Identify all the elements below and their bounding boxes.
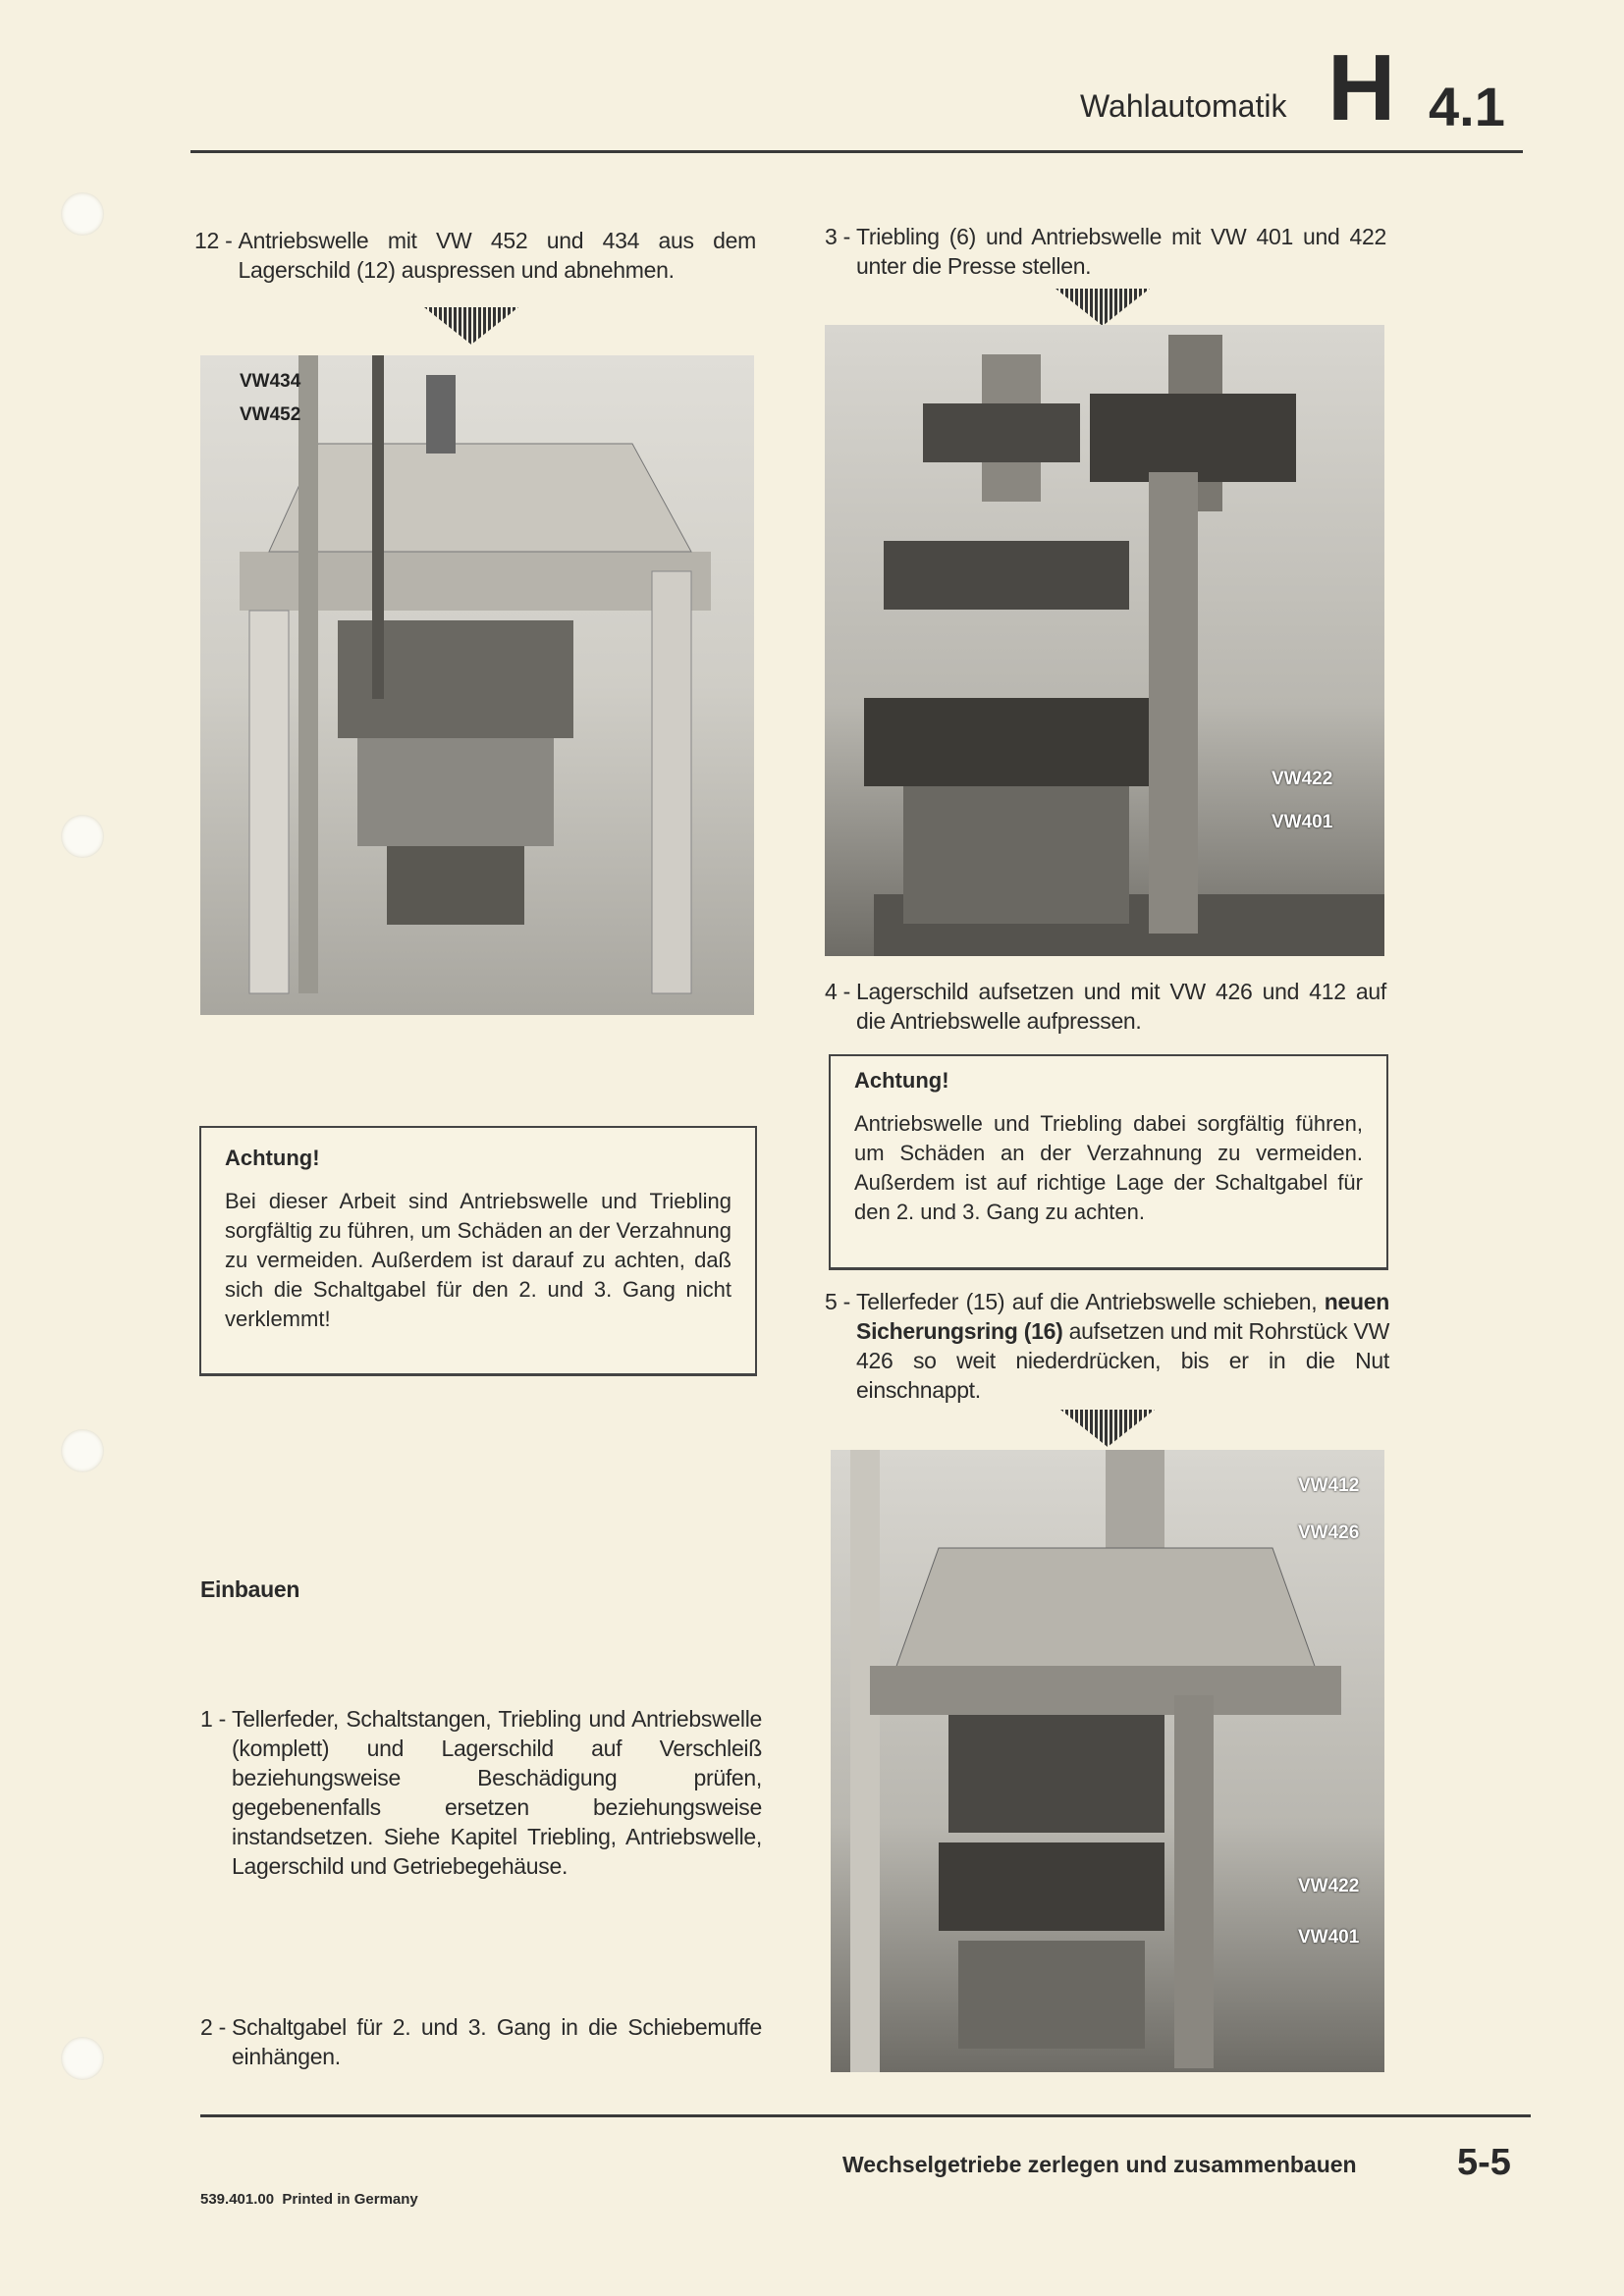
warning-text: Bei dieser Arbeit sind Antriebswelle und Triebling sorgfältig zu führen, um Schäden an der Verzahnung zu vermeiden. Außerdem ist darauf zu achten, daß sich die Schaltgabel für den 2. und 3. Gang nicht verklemmt! xyxy=(225,1189,731,1331)
header-rule xyxy=(190,150,1523,153)
step-4: 4 - Lagerschild aufsetzen und mit VW 426 und 412 auf die Antriebswelle aufpressen. xyxy=(825,979,1386,1034)
tool-label: VW401 xyxy=(1298,1927,1360,1948)
punch-hole xyxy=(61,815,104,858)
photo-gear-stack xyxy=(825,325,1384,956)
step-5: 5 - Tellerfeder (15) auf die Antriebswelle schieben, neuen Sicherungsring (16) aufsetzen und mit Rohrstück VW 426 so weit niederdrücken, bis er in die Nut einschnappt. xyxy=(825,1289,1389,1403)
tool-label: VW452 xyxy=(240,404,301,425)
warning-title: Achtung! xyxy=(225,1146,320,1170)
gear-illustration xyxy=(825,325,1384,956)
warning-box-left xyxy=(199,1126,757,1376)
tool-label: VW412 xyxy=(1298,1475,1360,1496)
step-3: 3 - Triebling (6) und Antriebswelle mit VW 401 und 422 unter die Presse stellen. xyxy=(825,224,1386,279)
gearbox-illustration xyxy=(200,355,754,1015)
tool-label: VW434 xyxy=(240,371,301,392)
print-info: 539.401.00 Printed in Germany xyxy=(200,2191,418,2208)
warning-box-right xyxy=(829,1054,1388,1270)
section-number: 4.1 xyxy=(1429,76,1505,137)
punch-hole xyxy=(61,1429,104,1472)
warning-text: Antriebswelle und Triebling dabei sorgfältig führen, um Schäden an der Verzahnung zu vermeiden. Außerdem ist auf richtige Lage der Schaltgabel für den 2. und 3. Gang zu achten. xyxy=(854,1111,1363,1224)
tool-label: VW422 xyxy=(1272,769,1333,789)
tool-label: VW422 xyxy=(1298,1876,1360,1896)
arrow-down-icon xyxy=(1060,1410,1155,1447)
step-2: 2 - Schaltgabel für 2. und 3. Gang in die Schiebemuffe einhängen. xyxy=(200,2014,762,2069)
section-letter: H xyxy=(1327,35,1396,140)
step-1: 1 - Tellerfeder, Schaltstangen, Triebling und Antriebswelle (komplett) und Lagerschild auf Verschleiß beziehungsweise Beschädigung prüfen, gegebenenfalls ersetzen beziehungsweise instandsetzen. Siehe Kapitel Triebling, Antriebswelle, Lagerschild und Getriebegehäuse. xyxy=(200,1706,762,1879)
punch-hole xyxy=(61,2037,104,2080)
punch-hole xyxy=(61,192,104,236)
tool-label: VW401 xyxy=(1272,812,1333,832)
footer-title: Wechselgetriebe zerlegen und zusammenbauen xyxy=(842,2152,1357,2177)
photo-press-removal xyxy=(200,355,754,1015)
arrow-down-icon xyxy=(1056,289,1150,326)
warning-title: Achtung! xyxy=(854,1068,949,1093)
tool-label: VW426 xyxy=(1298,1522,1360,1543)
step-12: 12 - Antriebswelle mit VW 452 und 434 aus dem Lagerschild (12) auspressen und abnehmen. xyxy=(194,228,756,283)
arrow-down-icon xyxy=(424,307,518,345)
page-header xyxy=(1080,35,1527,140)
einbauen-heading: Einbauen xyxy=(200,1576,300,1602)
photo-press-install xyxy=(831,1450,1384,2072)
footer-rule xyxy=(200,2114,1531,2117)
page-number: 5-5 xyxy=(1457,2142,1511,2183)
section-title: Wahlautomatik xyxy=(1080,88,1287,124)
